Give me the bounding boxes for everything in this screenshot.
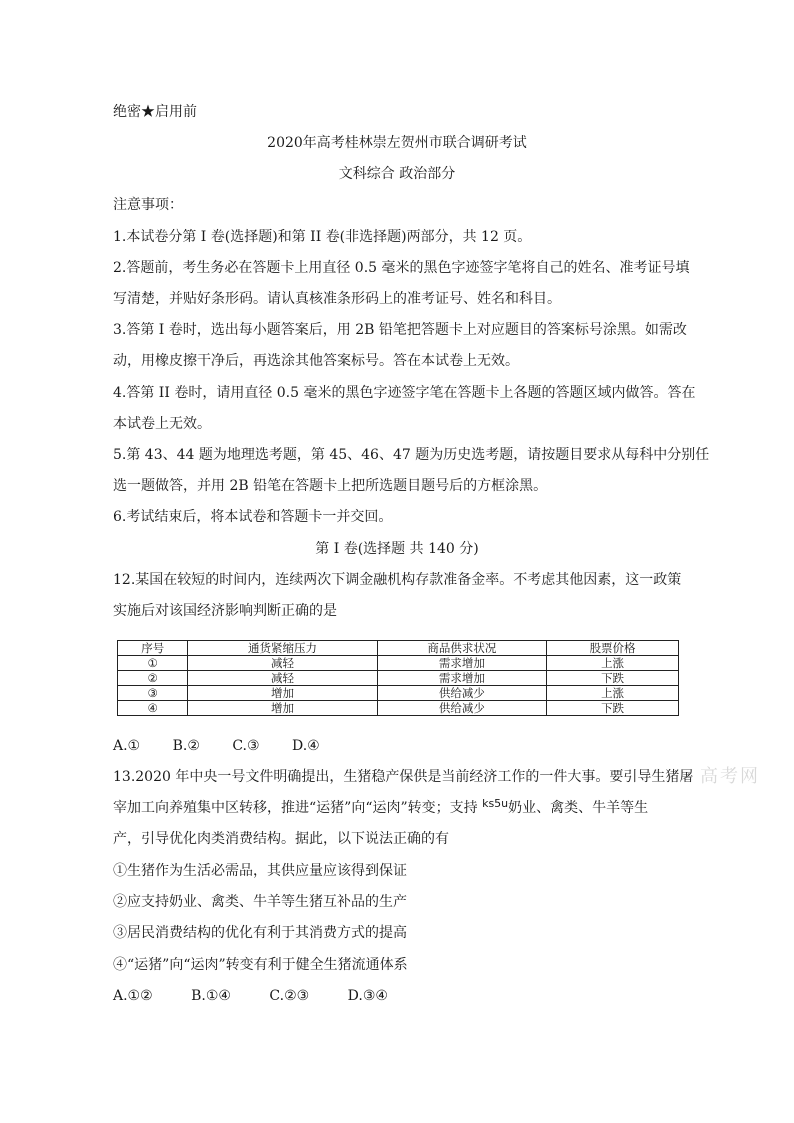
option-a[interactable]: A.①: [113, 738, 141, 754]
notice-line: 动，用橡皮擦干净后，再选涂其他答案标号。答在本试卷上无效。: [113, 353, 519, 369]
table-row: [118, 656, 679, 671]
table-cell: 上涨: [547, 656, 679, 671]
table-cell: 需求增加: [377, 671, 546, 686]
option-a[interactable]: A.①②: [113, 988, 153, 1004]
q13-statement: ④“运猪”向“运肉”转变有利于健全生猪流通体系: [113, 957, 408, 973]
notice-line: 3.答第 I 卷时，选出每小题答案后，用 2B 铅笔把答题卡上对应题目的答案标号涂黑。如需改: [113, 322, 687, 338]
q12-options: [113, 736, 348, 756]
table-cell: 减轻: [188, 671, 377, 686]
table-cell: 下跌: [547, 671, 679, 686]
q13-stem: [113, 798, 648, 819]
table-cell: 下跌: [547, 701, 679, 716]
option-d[interactable]: D.④: [292, 738, 320, 754]
table-row: [118, 671, 679, 686]
table-cell: ④: [118, 701, 188, 716]
table-cell: 上涨: [547, 686, 679, 701]
notice-line: 4.答第 II 卷时，请用直径 0.5 毫米的黑色字迹签字笔在答题卡上各题的答题区域内做答。答在: [113, 385, 696, 401]
notice-line: 写清楚，并贴好条形码。请认真核准条形码上的准考证号、姓名和科目。: [113, 291, 561, 307]
table-header-cell: 商品供求状况: [377, 641, 546, 656]
notice-title: 注意事项：: [113, 197, 183, 213]
notice-line: 选一题做答，并用 2B 铅笔在答题卡上把所选题目题号后的方框涂黑。: [113, 478, 548, 494]
subject-title: 文科综合 政治部分: [338, 166, 456, 182]
table-header-cell: 序号: [118, 641, 188, 656]
notice-line: 1.本试卷分第 I 卷(选择题)和第 II 卷(非选择题)两部分，共 12 页。: [113, 229, 532, 245]
notice-line: 6.考试结束后，将本试卷和答题卡一并交回。: [113, 509, 393, 525]
section-title: 第 I 卷(选择题 共 140 分): [315, 541, 479, 557]
option-b[interactable]: B.②: [172, 738, 200, 754]
q13-stem: 13.2020 年中央一号文件明确提出，生猪稳产保供是当前经济工作的一件大事。要引导生猪屠: [113, 769, 694, 785]
table-header-cell: 股票价格: [547, 641, 679, 656]
table-row: [118, 686, 679, 701]
confidential-label: 绝密★启用前: [113, 104, 197, 120]
option-b[interactable]: B.①④: [191, 988, 231, 1004]
option-c[interactable]: C.③: [232, 738, 260, 754]
watermark: 高考网: [700, 766, 760, 787]
q13-statement: ①生猪作为生活必需品，其供应量应该得到保证: [113, 863, 407, 879]
option-c[interactable]: C.②③: [269, 988, 310, 1004]
table-header-cell: 通货紧缩压力: [188, 641, 377, 656]
q13-statement: ③居民消费结构的优化有利于其消费方式的提高: [113, 925, 407, 941]
q12-table: [117, 640, 679, 716]
q13-stem: 产，引导优化肉类消费结构。据此，以下说法正确的有: [113, 831, 449, 847]
table-cell: 供给减少: [377, 686, 546, 701]
q13-stem-part: 奶业、禽类、牛羊等生: [508, 800, 649, 816]
table-cell: ②: [118, 671, 188, 686]
table-cell: 增加: [188, 686, 377, 701]
notice-line: 5.第 43、44 题为地理选考题，第 45、46、47 题为历史选考题，请按题目要求从每科中分别任: [113, 447, 710, 463]
table-cell: ③: [118, 686, 188, 701]
table-cell: 减轻: [188, 656, 377, 671]
notice-line: 本试卷上无效。: [113, 416, 211, 432]
q13-statement: ②应支持奶业、禽类、牛羊等生猪互补品的生产: [113, 894, 407, 910]
table-cell: 增加: [188, 701, 377, 716]
table-header-row: [118, 641, 679, 656]
option-d[interactable]: D.③④: [347, 988, 388, 1004]
table-cell: ①: [118, 656, 188, 671]
notice-line: 2.答题前，考生务必在答题卡上用直径 0.5 毫米的黑色字迹签字笔将自己的姓名、准考证号填: [113, 260, 690, 276]
q13-stem-part: 宰加工向养殖集中区转移，推进“运猪”向“运肉”转变；支持: [113, 800, 483, 816]
q13-options: [113, 986, 422, 1006]
exam-title: 2020年高考桂林崇左贺州市联合调研考试: [267, 135, 527, 151]
table-cell: 需求增加: [377, 656, 546, 671]
ks5u-mark: ks5u: [482, 797, 509, 810]
q12-stem: 实施后对该国经济影响判断正确的是: [113, 603, 337, 619]
table-cell: 供给减少: [377, 701, 546, 716]
q12-stem: 12.某国在较短的时间内，连续两次下调金融机构存款准备金率。不考虑其他因素，这一政策: [113, 572, 682, 588]
table-row: [118, 701, 679, 716]
